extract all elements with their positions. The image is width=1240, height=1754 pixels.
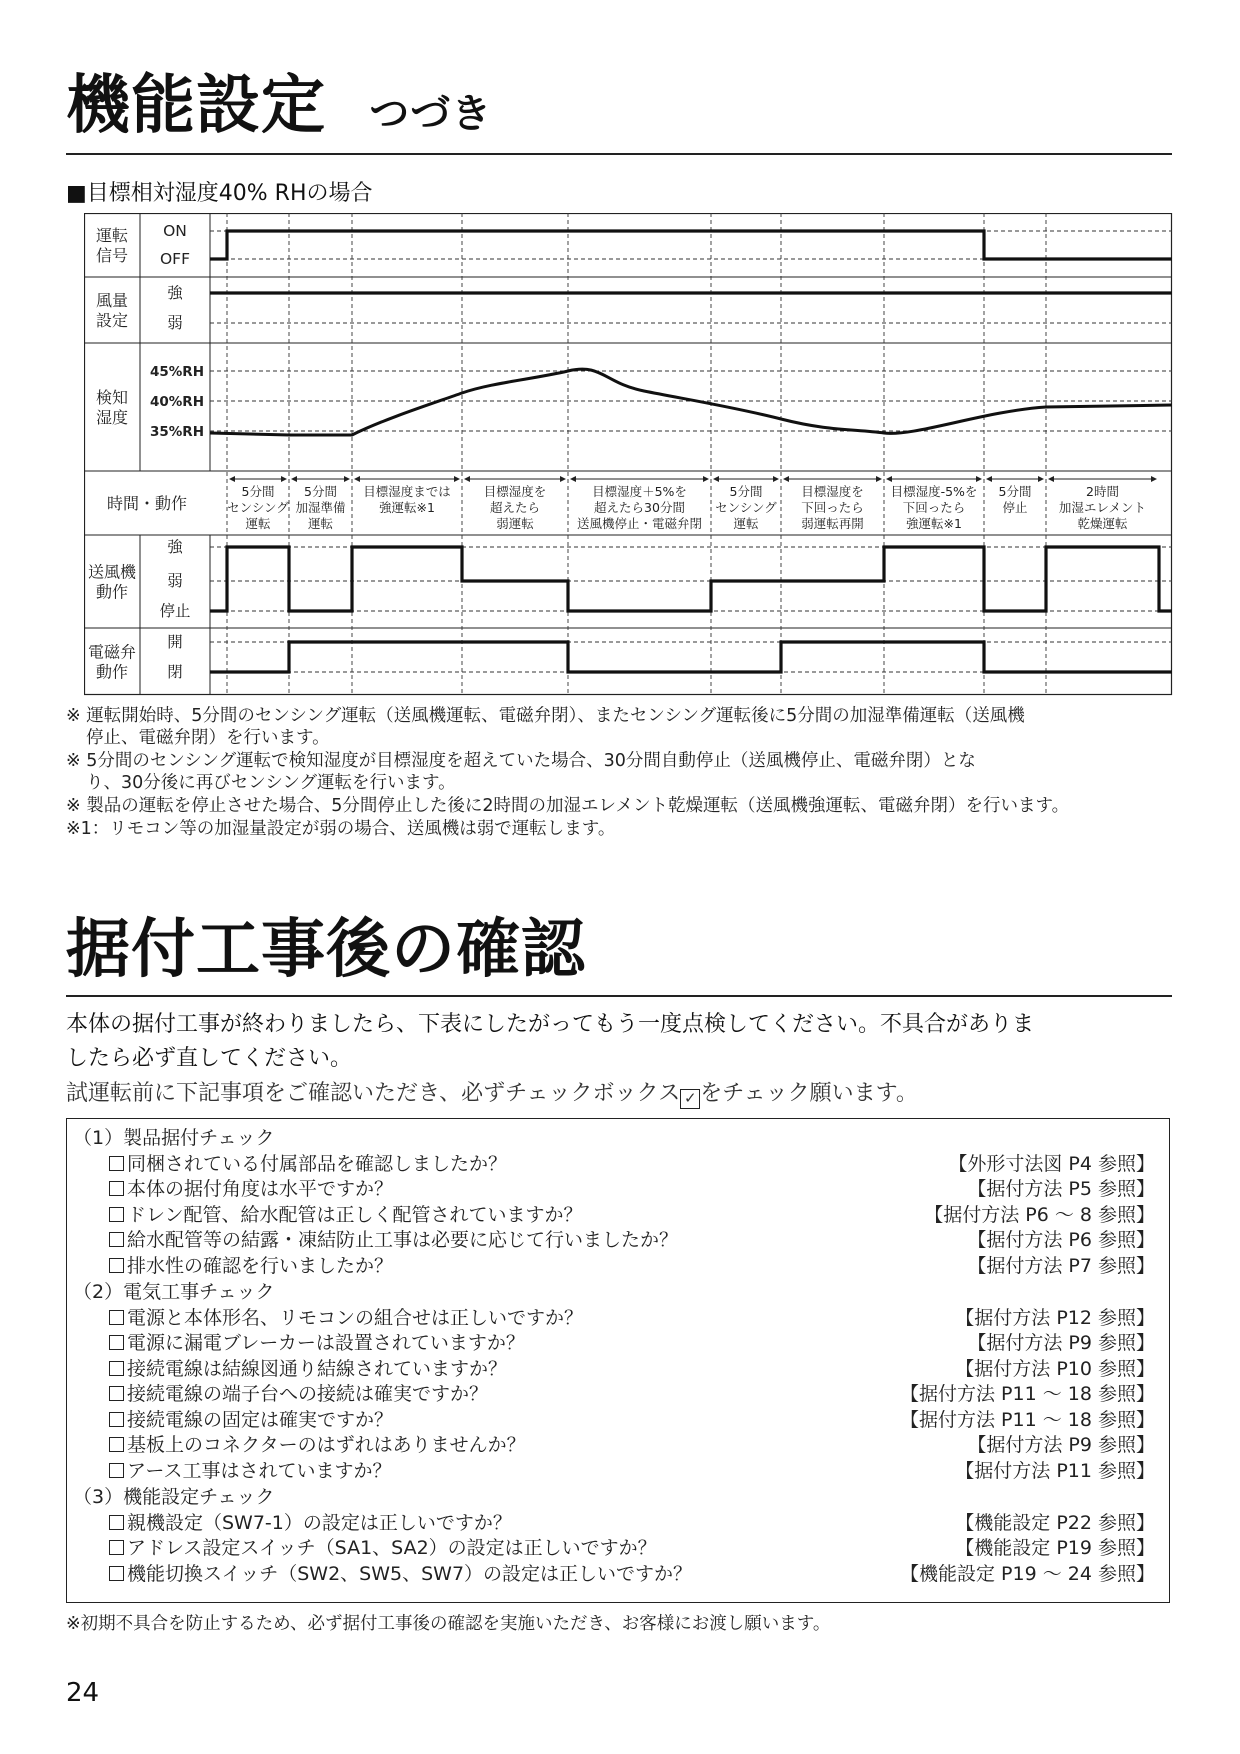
checklist-item-text [109,1430,526,1457]
section-title-post-install-check: 据付工事後の確認 [66,913,586,987]
row-label: 動作 [95,662,129,682]
row-label: 信号 [95,246,129,265]
page-reference: 【据付方法 P6 参照】 [967,1229,1155,1251]
level-label: 強 [167,538,183,556]
level-label: ON [163,222,187,240]
checkbox[interactable] [109,1540,124,1555]
note-line: 停止、電磁弁閉）を行います。 [86,728,330,748]
checklist-item [67,1508,1167,1534]
checklist-item-text [109,1225,678,1252]
checklist-item-text [109,1303,583,1330]
checklist-item [67,1303,1167,1329]
checkbox[interactable] [109,1412,124,1427]
intro-line: したら必ず直してください。 [66,1046,353,1071]
checklist-item [67,1328,1167,1354]
checklist-item [67,1456,1167,1482]
row-label: 検知 [95,388,129,407]
checkbox[interactable] [109,1207,124,1222]
phase-label: 強運転※1 [906,516,962,531]
intro-line [66,1077,918,1111]
checklist-item [67,1251,1167,1277]
phase-label: 運転 [245,516,271,531]
arrow-head-icon [1038,476,1044,482]
arrow-head-icon [570,476,576,482]
page-reference: 【据付方法 P12 参照】 [955,1306,1155,1329]
arrow-head-icon [1151,476,1157,482]
title-suffix: つづき [369,91,493,137]
checkbox[interactable] [109,1437,124,1452]
page-reference: 【据付方法 P9 参照】 [967,1434,1155,1456]
checklist-item-text [109,1200,583,1227]
row-label: 運転 [95,226,129,245]
item-label: アドレス設定スイッチ（SA1、SA2）の設定は正しいですか？ [127,1537,657,1559]
level-label: 45%RH [149,364,205,380]
page-reference: 【機能設定 P22 参照】 [955,1511,1155,1534]
intro-text: 試運転前に下記事項をご確認いただき、必ずチェックボックス [66,1081,681,1106]
phase-label: 運転 [307,516,334,531]
level-label: OFF [159,250,191,268]
arrow-head-icon [773,476,779,482]
arrow-head-icon [560,476,566,482]
phase-label: 目標湿度を [483,484,547,499]
phase-label: 下回ったら [902,500,966,515]
item-label: ドレン配管、給水配管は正しく配管されていますか？ [127,1203,583,1226]
checklist-item [67,1354,1167,1380]
level-label: 開 [167,633,183,651]
section-label: （1）製品据付チェック [73,1127,275,1149]
section-label: （2）電気工事チェック [73,1281,275,1303]
checklist-item-text [109,1379,488,1406]
arrow-head-icon [713,476,719,482]
item-label: アース工事はされていますか？ [127,1459,392,1482]
fan-operation-trace [210,547,1172,611]
arrow-head-icon [454,476,460,482]
title-main: 機能設定 [66,69,326,143]
solenoid-valve-trace [210,642,1172,672]
checklist-item [67,1379,1167,1405]
item-label: 給水配管等の結露・凍結防止工事は必要に応じて行いましたか？ [127,1229,679,1251]
phase-label: 運転 [733,516,759,531]
checklist-item [67,1559,1167,1585]
checklist-box [66,1118,1170,1603]
arrow-head-icon [1048,476,1054,482]
checkbox[interactable] [109,1258,124,1273]
level-label: 停止 [159,602,191,620]
note-line: り、30分後に再びセンシング運転を行います。 [86,773,456,793]
checklist-item [67,1430,1167,1456]
checkbox[interactable] [109,1335,124,1350]
checklist-item [67,1200,1167,1226]
checklist-item-text [109,1508,512,1535]
arrow-head-icon [886,476,892,482]
phase-label: 超えたら [489,500,541,515]
item-label: 接続電線の固定は確実ですか？ [127,1408,394,1431]
phase-label: 弱運転 [496,516,534,531]
checklist-item-text [109,1328,525,1355]
phase-label: 5分間 [304,484,337,499]
run-signal-trace [210,231,1172,259]
checklist-item-text [109,1149,507,1176]
intro-text: をチェック願います。 [700,1081,918,1106]
checkbox[interactable] [109,1386,124,1401]
footnote: ※初期不具合を防止するため、必ず据付工事後の確認を実施いただき、お客様にお渡し願います。 [66,1614,831,1634]
checklist-item [67,1533,1167,1559]
page-reference: 【据付方法 P6 ～ 8 参照】 [924,1203,1155,1226]
page-reference: 【据付方法 P11 参照】 [955,1459,1155,1482]
item-label: 同梱されている付属部品を確認しましたか？ [127,1152,508,1175]
page-reference: 【機能設定 P19 参照】 [955,1537,1155,1559]
note-line: ※ 運転開始時、5分間のセンシング運転（送風機運転、電磁弁閉）、またセンシング運転後に5分間の加湿準備運転（送風機 [66,706,1025,726]
humidity-curve [210,369,1172,435]
arrow-head-icon [291,476,297,482]
checklist-item [67,1174,1167,1200]
checklist-item-text [109,1174,393,1201]
arrow-head-icon [229,476,235,482]
page-reference: 【据付方法 P11 ～ 18 参照】 [900,1408,1155,1431]
checkbox[interactable] [109,1181,124,1196]
checked-checkbox-icon [680,1089,700,1109]
checkbox[interactable] [109,1566,124,1581]
checklist-item [67,1405,1167,1431]
checkbox[interactable] [109,1515,124,1530]
phase-label: 超えたら30分間 [594,500,685,515]
section-label: （3）機能設定チェック [73,1486,275,1508]
checklist-item [67,1225,1167,1251]
checklist-section-heading [67,1482,1167,1508]
row-label: 電磁弁 [87,642,137,662]
row-label: 風量 [95,291,129,310]
note-line: ※ 5分間のセンシング運転で検知湿度が目標湿度を超えていた場合、30分間自動停止（送風機停止、電磁弁閉）とな [66,751,976,771]
checkbox[interactable] [109,1232,124,1247]
phase-label: センシング [227,500,289,515]
checklist-item-text [109,1354,507,1381]
phase-label: 2時間 [1086,484,1119,499]
level-label: 閉 [167,663,183,681]
arrow-head-icon [876,476,882,482]
arrow-head-icon [354,476,360,482]
intro-line: 本体の据付工事が終わりましたら、下表にしたがってもう一度点検してください。不具合がありま [66,1012,1035,1037]
item-label: 基板上のコネクターのはずれはありませんか？ [127,1434,526,1456]
checkbox[interactable] [109,1310,124,1325]
phase-label: 目標湿度-5%を [890,484,978,499]
section-title-function-settings [66,69,493,143]
checklist-section-heading [67,1277,1167,1303]
level-label: 弱 [167,572,183,590]
level-label: 強 [167,284,183,302]
phase-label: 加湿準備 [295,500,346,515]
item-label: 電源と本体形名、リモコンの組合せは正しいですか？ [127,1306,584,1329]
item-label: 排水性の確認を行いましたか？ [127,1254,394,1277]
item-label: 親機設定（SW7-1）の設定は正しいですか？ [127,1511,512,1534]
phase-label: 5分間 [998,484,1032,499]
page-reference: 【据付方法 P7 参照】 [967,1254,1155,1277]
checklist-item-text [109,1559,692,1586]
phase-label: 目標湿度＋5%を [592,484,687,499]
check-mark-icon: ✓ [683,1089,697,1107]
page-reference: 【据付方法 P11 ～ 18 参照】 [900,1383,1155,1405]
page-reference: 【外形寸法図 P4 参照】 [948,1152,1155,1175]
section-rule [66,153,1172,155]
timing-chart [84,213,1174,705]
phase-label: 弱運転再開 [801,516,864,531]
phase-label: 乾燥運転 [1077,516,1128,531]
row-label: 送風機 [87,562,137,582]
checkbox[interactable] [109,1156,124,1171]
item-label: 電源に漏電ブレーカーは設置されていますか？ [127,1332,525,1354]
phase-label: 送風機停止・電磁弁閉 [576,516,703,531]
checkbox[interactable] [109,1361,124,1376]
phase-label: 5分間 [729,484,763,499]
row-label: 時間・動作 [106,494,188,513]
page-reference: 【据付方法 P5 参照】 [967,1178,1155,1200]
phase-label: 強運転※1 [379,500,435,515]
section-rule [66,995,1172,997]
level-label: 弱 [167,314,183,332]
row-label: 動作 [95,582,129,602]
item-label: 接続電線は結線図通り結線されていますか？ [127,1357,508,1380]
checklist-item-text [109,1251,393,1278]
phase-label: センシング [715,500,777,515]
checklist-item-text [109,1533,657,1560]
arrow-head-icon [464,476,470,482]
phase-label: 目標湿度までは [363,484,451,499]
note-line: ※1：リモコン等の加湿量設定が弱の場合、送風機は弱で運転します。 [66,819,616,839]
checklist-item [67,1149,1167,1175]
item-label: 接続電線の端子台への接続は確実ですか？ [127,1383,489,1405]
phase-label: 下回ったら [801,500,864,515]
page-reference: 【据付方法 P10 参照】 [955,1357,1155,1380]
phase-label: 目標湿度を [801,484,864,499]
page-number: 24 [66,1678,100,1708]
arrow-head-icon [976,476,982,482]
chart-subtitle: ■目標相対湿度40% RHの場合 [66,181,373,206]
phase-label: 停止 [1002,500,1028,515]
arrow-head-icon [986,476,992,482]
level-label: 35%RH [149,424,205,440]
item-label: 機能切換スイッチ（SW2、SW5、SW7）の設定は正しいですか？ [127,1562,693,1585]
checklist-section-heading [67,1123,1167,1149]
phase-label: 5分間 [241,484,275,499]
note-line: ※ 製品の運転を停止させた場合、5分間停止した後に2時間の加湿エレメント乾燥運転（送風機強運転、電磁弁閉）を行います。 [66,796,1070,816]
item-label: 本体の据付角度は水平ですか？ [127,1178,394,1200]
arrow-head-icon [281,476,287,482]
checkbox[interactable] [109,1463,124,1478]
level-label: 40%RH [149,394,205,410]
checklist-item-text [109,1456,391,1483]
row-label: 湿度 [95,408,129,427]
checklist-item-text [109,1405,393,1432]
page-reference: 【機能設定 P19 ～ 24 参照】 [900,1562,1155,1585]
arrow-head-icon [703,476,709,482]
arrow-head-icon [783,476,789,482]
chart-frame [85,214,1172,695]
page-reference: 【据付方法 P9 参照】 [967,1332,1155,1354]
phase-label: 加湿エレメント [1058,500,1147,515]
arrow-head-icon [344,476,350,482]
row-label: 設定 [95,311,129,330]
